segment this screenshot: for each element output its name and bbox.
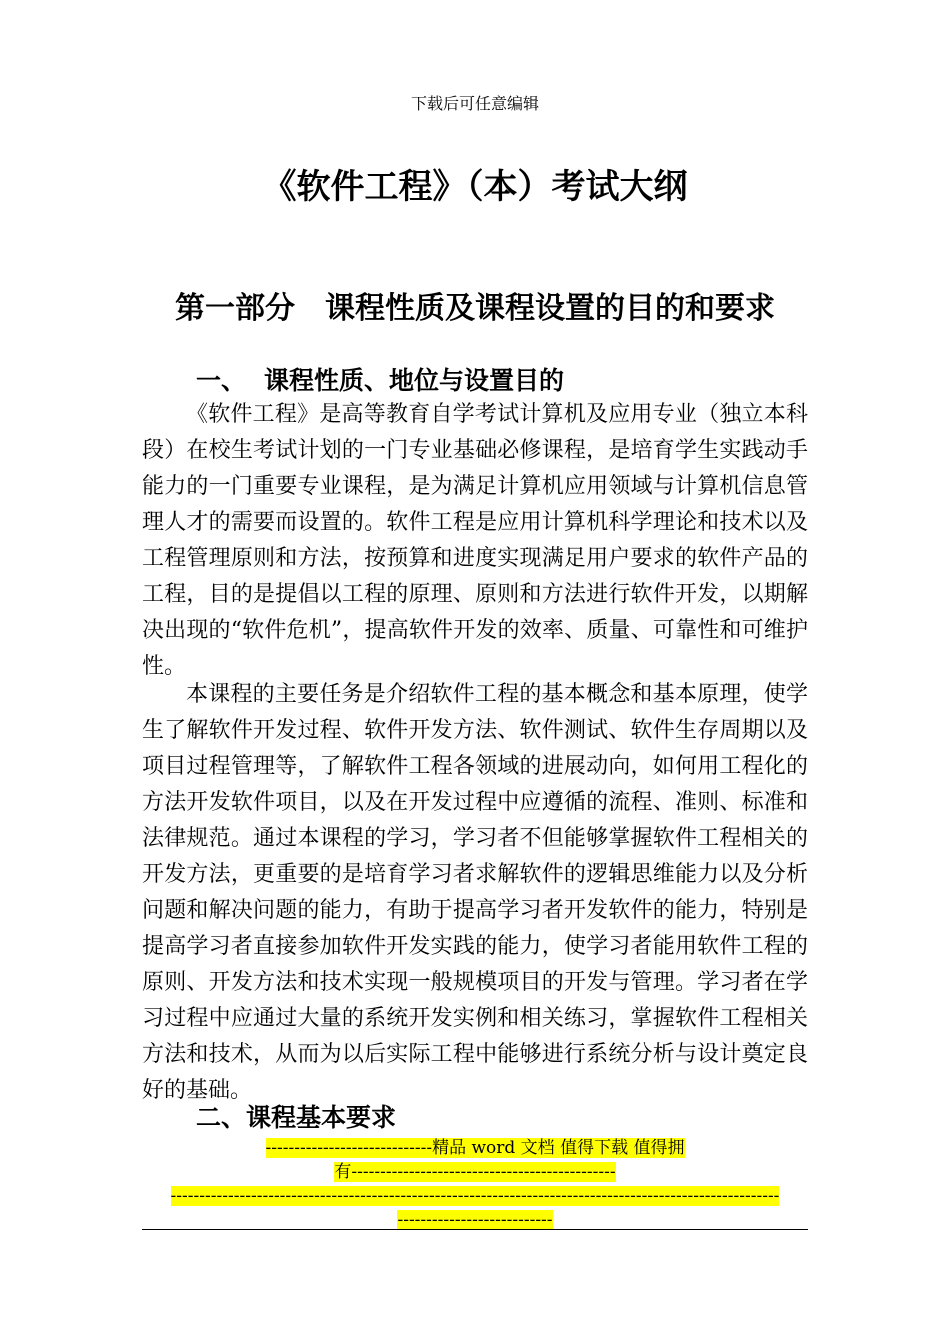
document-title: 《软件工程》（本）考试大纲	[262, 167, 688, 207]
body-paragraph: 《软件工程》是高等教育自学考试计算机及应用专业（独立本科段）在校生考试计划的一门专业基础必修课程，是培育学生实践动手能力的一门重要专业课程，是为满足计算机应用领域与计算机信息管理人才的需要而设置的。软件工程是应用计算机科学理论和技术以及工程管理原则和方法，按预算和进度实现满足用户要求的软件产品的工程，目的是提倡以工程的原理、原则和方法进行软件开发，以期解决出现的“软件危机”，提高软件开发的效率、质量、可靠性和可维护性。	[142, 402, 808, 679]
banner-text: 有----------------------------------------------	[334, 1162, 616, 1182]
section-title: 课程性质、地位与设置目的	[264, 366, 565, 395]
banner-dashes: ---------------------------	[397, 1210, 553, 1230]
banner-line	[142, 1184, 808, 1232]
part-heading: 第一部分 课程性质及课程设置的目的和要求	[175, 291, 775, 326]
section-title: 课程基本要求	[246, 1103, 397, 1132]
footer-rule	[142, 1229, 808, 1230]
banner-text: -----------------------------精品 word 文档 值得下载 值得拥	[265, 1138, 685, 1158]
section-number: 一、	[196, 366, 247, 395]
banner-dashes: ----------------------------------------------------------------------------------------------------------	[170, 1186, 780, 1206]
section-number: 二、	[196, 1103, 247, 1132]
header-note: 下载后可任意编辑	[410, 94, 539, 113]
section-heading-2	[196, 1101, 396, 1135]
body-paragraph: 本课程的主要任务是介绍软件工程的基本概念和基本原理，使学生了解软件开发过程、软件开发方法、软件测试、软件生存周期以及项目过程管理等，了解软件工程各领域的进展动向，如何用工程化的方法开发软件项目，以及在开发过程中应遵循的流程、准则、标准和法律规范。通过本课程的学习，学习者不但能够掌握软件工程相关的开发方法，更重要的是培育学习者求解软件的逻辑思维能力以及分析问题和解决问题的能力，有助于提高学习者开发软件的能力，特别是提高学习者直接参加软件开发实践的能力，使学习者能用软件工程的原则、开发方法和技术实现一般规模项目的开发与管理。学习者在学习过程中应通过大量的系统开发实例和相关练习，掌握软件工程相关方法和技术，从而为以后实际工程中能够进行系统分析与设计奠定良好的基础。	[142, 682, 808, 1103]
banner-line	[142, 1136, 808, 1184]
footer-banner	[142, 1136, 808, 1232]
section-heading-1	[196, 364, 564, 398]
